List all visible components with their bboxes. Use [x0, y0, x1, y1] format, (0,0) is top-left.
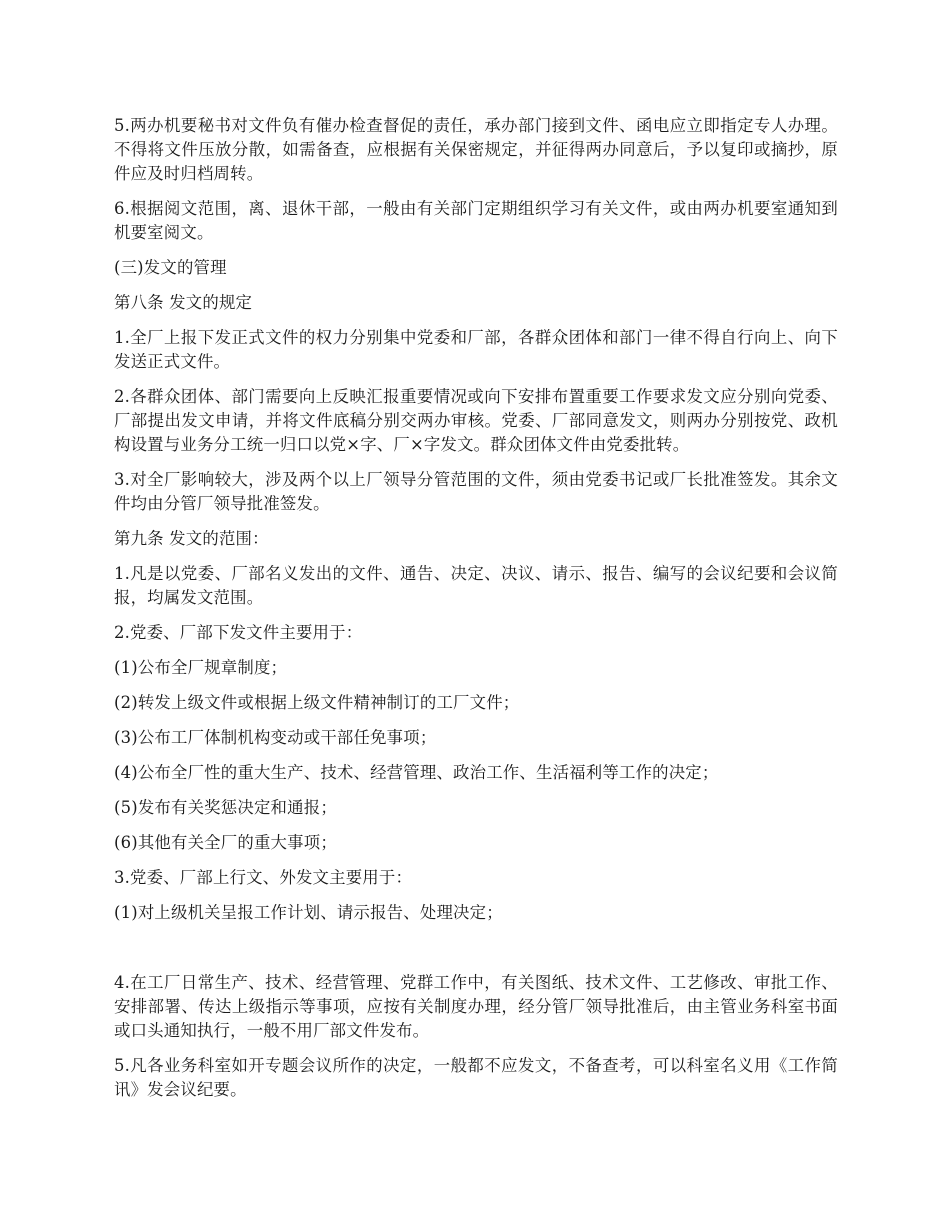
- section-heading: (三)发文的管理: [114, 258, 227, 277]
- paragraph: 5.凡各业务科室如开专题会议所作的决定，一般都不应发文，不备查考，可以科室名义用《工作简讯》发会议纪要。: [114, 1056, 838, 1099]
- paragraph: 3.党委、厂部上行文、外发文主要用于：: [114, 868, 413, 887]
- document-page: [114, 114, 838, 1113]
- blank-gap: [114, 936, 838, 971]
- list-item: (2)转发上级文件或根据上级文件精神制订的工厂文件；: [114, 693, 520, 712]
- paragraph: 4.在工厂日常生产、技术、经营管理、党群工作中，有关图纸、技术文件、工艺修改、审批工作、安排部署、传达上级指示等事项，应按有关制度办理，经分管厂领导批准后，由主管业务科室书面或口头通知执行，一般不用厂部文件发布。: [114, 973, 838, 1040]
- paragraph: 6.根据阅文范围，离、退休干部，一般由有关部门定期组织学习有关文件，或由两办机要室通知到机要室阅文。: [114, 199, 838, 242]
- paragraph: 1.全厂上报下发正式文件的权力分别集中党委和厂部，各群众团体和部门一律不得自行向上、向下发送正式文件。: [114, 328, 838, 371]
- paragraph: 3.对全厂影响较大，涉及两个以上厂领导分管范围的文件，须由党委书记或厂长批准签发。其余文件均由分管厂领导批准签发。: [114, 470, 838, 513]
- paragraph: 2.党委、厂部下发文件主要用于：: [114, 623, 363, 642]
- paragraph: 1.凡是以党委、厂部名义发出的文件、通告、决定、决议、请示、报告、编写的会议纪要和会议简报，均属发文范围。: [114, 564, 838, 607]
- list-item: (5)发布有关奖惩决定和通报；: [114, 798, 337, 817]
- paragraph: 2.各群众团体、部门需要向上反映汇报重要情况或向下安排布置重要工作要求发文应分别向党委、厂部提出发文申请，并将文件底稿分别交两办审核。党委、厂部同意发文，则两办分别按党、政机构设置与业务分工统一归口以党×字、厂×字发文。群众团体文件由党委批转。: [114, 387, 838, 454]
- list-item: (3)公布工厂体制机构变动或干部任免事项；: [114, 728, 437, 747]
- list-item: (4)公布全厂性的重大生产、技术、经营管理、政治工作、生活福利等工作的决定；: [114, 763, 719, 782]
- article-heading: 第八条 发文的规定: [114, 293, 253, 312]
- list-item: (1)对上级机关呈报工作计划、请示报告、处理决定；: [114, 903, 503, 922]
- list-item: (1)公布全厂规章制度；: [114, 658, 288, 677]
- list-item: (6)其他有关全厂的重大事项；: [114, 833, 337, 852]
- paragraph: 5.两办机要秘书对文件负有催办检查督促的责任，承办部门接到文件、函电应立即指定专人办理。不得将文件压放分散，如需备查，应根据有关保密规定，并征得两办同意后，予以复印或摘抄，原件应及时归档周转。: [114, 116, 838, 183]
- article-heading: 第九条 发文的范围：: [114, 529, 269, 548]
